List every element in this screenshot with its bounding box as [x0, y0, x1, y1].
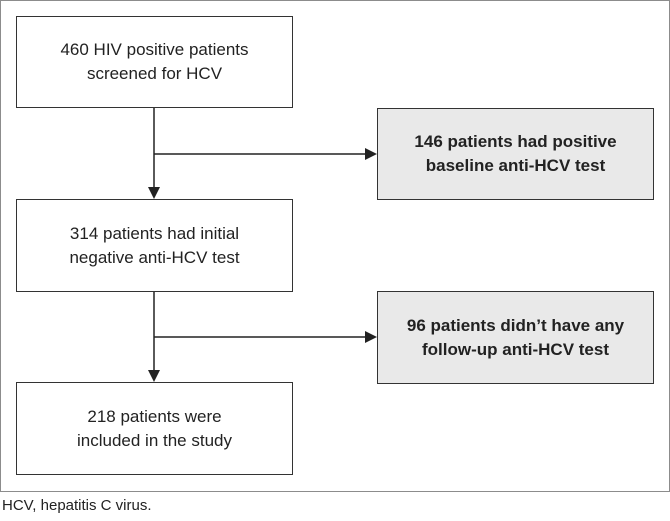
arrowhead-branch-baseline-positive	[365, 148, 377, 160]
arrowhead-screened-to-negative	[148, 187, 160, 199]
box-initial-negative-text: 314 patients had initial negative anti-HCV test	[69, 223, 240, 267]
box-baseline-positive-text: 146 patients had positive baseline anti-HCV test	[414, 132, 617, 175]
box-included-text: 218 patients were included in the study	[77, 406, 232, 450]
arrowhead-branch-no-followup	[365, 331, 377, 343]
box-no-followup-text: 96 patients didn’t have any follow-up anti-HCV test	[406, 315, 625, 359]
arrowhead-negative-to-included	[148, 370, 160, 382]
box-screened-text: 460 HIV positive patients screened for HCV	[60, 40, 249, 83]
figure-footnote: HCV, hepatitis C virus.	[2, 497, 152, 514]
